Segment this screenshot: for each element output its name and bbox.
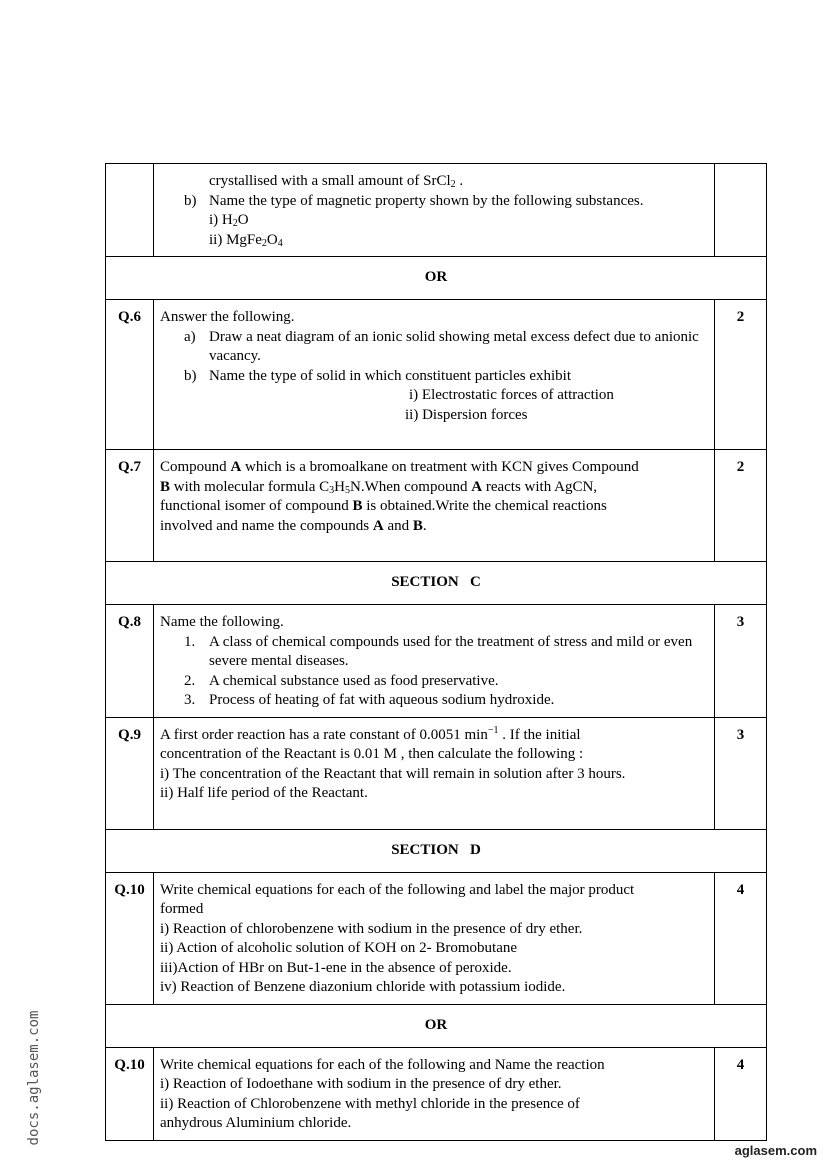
question-intro: Name the following.	[160, 614, 284, 630]
table-row	[106, 829, 767, 872]
marks: 4	[715, 1047, 767, 1140]
question-body	[154, 164, 715, 257]
text: with molecular formula C	[170, 478, 330, 495]
footer-brand: aglasem.com	[734, 1143, 817, 1158]
compound-label: A	[471, 478, 483, 495]
sub-item: i) Electrostatic forces of attraction	[409, 387, 614, 403]
text: O	[237, 212, 249, 228]
watermark-text: docs.aglasem.com	[26, 1010, 42, 1146]
item-label: 2.	[184, 672, 196, 689]
compound-label: B	[412, 517, 423, 534]
question-number: Q.10	[106, 872, 154, 1004]
text: ii) Reaction of Chlorobenzene with methyl chloride in the presence of	[160, 1095, 580, 1112]
item-text: Process of heating of fat with aqueous sodium hydroxide.	[209, 692, 555, 708]
text: Compound	[160, 459, 231, 475]
text: N.When compound	[350, 478, 472, 495]
compound-label: B	[160, 478, 171, 495]
text: i) H	[209, 212, 233, 228]
marks: 2	[715, 450, 767, 562]
text: i) The concentration of the Reactant that will remain in solution after 3 hours.	[160, 765, 626, 782]
text: which is a bromoalkane on treatment with KCN gives Compound	[241, 459, 639, 475]
section-heading: SECTION C	[106, 562, 767, 605]
question-intro: Answer the following.	[160, 309, 295, 325]
table-row	[106, 257, 767, 300]
text: crystallised with a small amount of SrCl	[209, 173, 451, 189]
subscript: 3	[329, 484, 335, 496]
text: . If the initial	[498, 726, 581, 743]
question-body	[154, 450, 715, 562]
marks-cell	[715, 164, 767, 257]
text: ii) Action of alcoholic solution of KOH on 2- Bromobutane	[160, 940, 518, 956]
text: concentration of the Reactant is 0.01 M , then calculate the following :	[160, 746, 584, 762]
table-row	[106, 872, 767, 1004]
question-body	[154, 717, 715, 829]
subscript: 2	[450, 179, 456, 190]
subscript: 2	[261, 237, 267, 249]
compound-label: B	[352, 498, 363, 514]
item-label: 3.	[184, 692, 196, 708]
or-divider: OR	[106, 1004, 767, 1047]
question-number: Q.10	[106, 1047, 154, 1140]
compound-label: A	[230, 459, 242, 475]
item-label: a)	[184, 328, 196, 345]
text: A first order reaction has a rate constant of 0.0051 min	[160, 726, 488, 743]
table-row	[106, 717, 767, 829]
question-table	[105, 163, 767, 1141]
item-text: A chemical substance used as food preservative.	[209, 672, 499, 689]
question-body	[154, 872, 715, 1004]
compound-label: A	[372, 517, 384, 534]
text: i) Reaction of chlorobenzene with sodium in the presence of dry ether.	[160, 920, 583, 937]
or-divider: OR	[106, 257, 767, 300]
table-row	[106, 450, 767, 562]
text: is obtained.Write the chemical reactions	[362, 498, 607, 514]
item-text: Name the type of solid in which constituent particles exhibit	[209, 367, 571, 384]
marks: 3	[715, 605, 767, 718]
table-row	[106, 605, 767, 718]
item-text: Draw a neat diagram of an ionic solid showing metal excess defect due to anionic vacancy.	[209, 328, 699, 364]
question-number-cell	[106, 164, 154, 257]
text: ii) Half life period of the Reactant.	[160, 785, 368, 801]
superscript: −1	[487, 724, 499, 736]
question-number: Q.8	[106, 605, 154, 718]
text: and	[383, 517, 413, 534]
text: iii)Action of HBr on But-1-ene in the absence of peroxide.	[160, 959, 512, 976]
marks: 4	[715, 872, 767, 1004]
question-number: Q.7	[106, 450, 154, 562]
text: ii) MgFe	[209, 231, 262, 248]
item-text: A class of chemical compounds used for the treatment of stress and mild or even severe mental diseases.	[209, 633, 693, 669]
text: functional isomer of compound	[160, 498, 353, 514]
text: i) Reaction of Iodoethane with sodium in the presence of dry ether.	[160, 1076, 562, 1092]
text: reacts with AgCN,	[482, 478, 598, 495]
question-body	[154, 1047, 715, 1140]
text: iv) Reaction of Benzene diazonium chloride with potassium iodide.	[160, 979, 566, 995]
item-label: b)	[184, 367, 197, 384]
text: H	[334, 478, 345, 495]
subscript: 5	[345, 484, 350, 496]
sub-item: ii) Dispersion forces	[405, 406, 528, 423]
table-row	[106, 1047, 767, 1140]
item-label: 1.	[184, 633, 196, 650]
marks: 3	[715, 717, 767, 829]
text: .	[455, 173, 464, 189]
text: anhydrous Aluminium chloride.	[160, 1115, 352, 1131]
question-body	[154, 605, 715, 718]
subscript: 2	[232, 218, 238, 229]
table-row	[106, 164, 767, 257]
text: involved and name the compounds	[160, 517, 373, 534]
question-body	[154, 300, 715, 450]
table-row	[106, 562, 767, 605]
question-number: Q.6	[106, 300, 154, 450]
side-watermark	[14, 1000, 42, 1160]
marks: 2	[715, 300, 767, 450]
text: Write chemical equations for each of the following and Name the reaction	[160, 1056, 605, 1073]
text: formed	[160, 901, 204, 917]
text: O	[266, 231, 278, 248]
subscript: 4	[277, 237, 283, 249]
table-row	[106, 1004, 767, 1047]
item-label: b)	[184, 192, 197, 209]
text: Write chemical equations for each of the following and label the major product	[160, 881, 635, 898]
section-heading: SECTION D	[106, 829, 767, 872]
text: .	[422, 517, 427, 534]
table-row	[106, 300, 767, 450]
question-number: Q.9	[106, 717, 154, 829]
item-text: Name the type of magnetic property shown by the following substances.	[209, 192, 644, 209]
